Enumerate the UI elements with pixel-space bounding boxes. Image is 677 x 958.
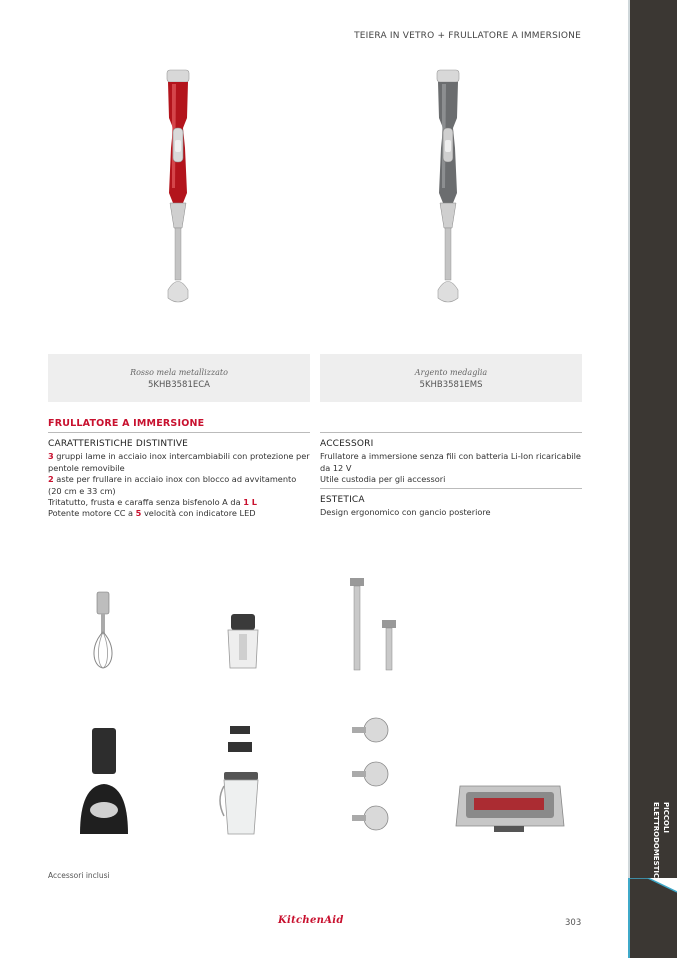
product-caption-silver xyxy=(320,354,582,402)
feature-number: 1 L xyxy=(243,497,257,508)
motor-body-and-cap-image xyxy=(76,726,132,838)
features-heading: CARATTERISTICHE DISTINTIVE xyxy=(48,439,189,449)
product-code: 5KHB3581ECA xyxy=(148,380,210,390)
sidebar-notch xyxy=(628,878,677,958)
features-block xyxy=(48,439,310,520)
divider xyxy=(48,432,310,433)
blade-assemblies-image xyxy=(350,716,394,838)
feature-text: gruppi lame in acciaio inox intercambiabili con protezione per pentole removibile xyxy=(48,451,310,473)
aesthetics-block xyxy=(320,495,582,519)
page-number: 303 xyxy=(565,918,582,928)
aesthetics-line: Design ergonomico con gancio posteriore xyxy=(320,507,491,518)
accessories-heading: ACCESSORI xyxy=(320,439,374,449)
accessory-line: Utile custodia per gli accessori xyxy=(320,474,446,485)
feature-line xyxy=(48,474,310,497)
sidebar-category-label xyxy=(641,802,671,882)
aesthetics-heading: ESTETICA xyxy=(320,495,365,505)
hand-blender-silver-image xyxy=(433,68,463,308)
whisk-accessory-image xyxy=(88,590,118,670)
feature-text: Tritatutto, frusta e caraffa senza bisfenolo A da xyxy=(48,497,244,508)
section-title: FRULLATORE A IMMERSIONE xyxy=(48,418,205,429)
divider xyxy=(320,488,582,489)
finish-name: Rosso mela metallizzato xyxy=(130,368,228,377)
chopper-accessory-image xyxy=(225,612,261,670)
feature-line xyxy=(48,497,310,508)
product-caption-red xyxy=(48,354,310,402)
feature-text: aste per frullare in acciaio inox con blocco ad avvitamento (20 cm e 33 cm) xyxy=(48,474,297,496)
hand-blender-red-image xyxy=(163,68,193,308)
finish-name: Argento medaglia xyxy=(414,368,488,377)
accessories-block xyxy=(320,439,582,486)
sidebar-line-2: ELETTRODOMESTICI xyxy=(652,802,660,881)
brand-logo: KitchenAid xyxy=(278,915,344,926)
accessory-line: Frullatore a immersione senza fili con batteria Li-Ion ricaricabile da 12 V xyxy=(320,451,581,473)
accessories-caption: Accessori inclusi xyxy=(48,871,110,880)
feature-text: Potente motore CC a xyxy=(48,508,136,519)
feature-number: 2 xyxy=(48,474,54,485)
header-title: TEIERA IN VETRO + FRULLATORE A IMMERSIONE xyxy=(354,31,581,41)
feature-number: 3 xyxy=(48,451,54,462)
feature-text: velocità con indicatore LED xyxy=(141,508,256,519)
divider xyxy=(320,432,582,433)
sidebar-edge xyxy=(628,0,630,958)
feature-line xyxy=(48,451,310,474)
pitcher-accessory-image xyxy=(214,724,266,836)
feature-number: 5 xyxy=(135,508,142,519)
feature-line xyxy=(48,508,310,519)
sidebar-line-1: PICCOLI xyxy=(662,802,670,834)
blending-arms-accessory-image xyxy=(346,576,402,672)
product-code: 5KHB3581EMS xyxy=(419,380,483,390)
storage-case-image xyxy=(454,776,566,838)
